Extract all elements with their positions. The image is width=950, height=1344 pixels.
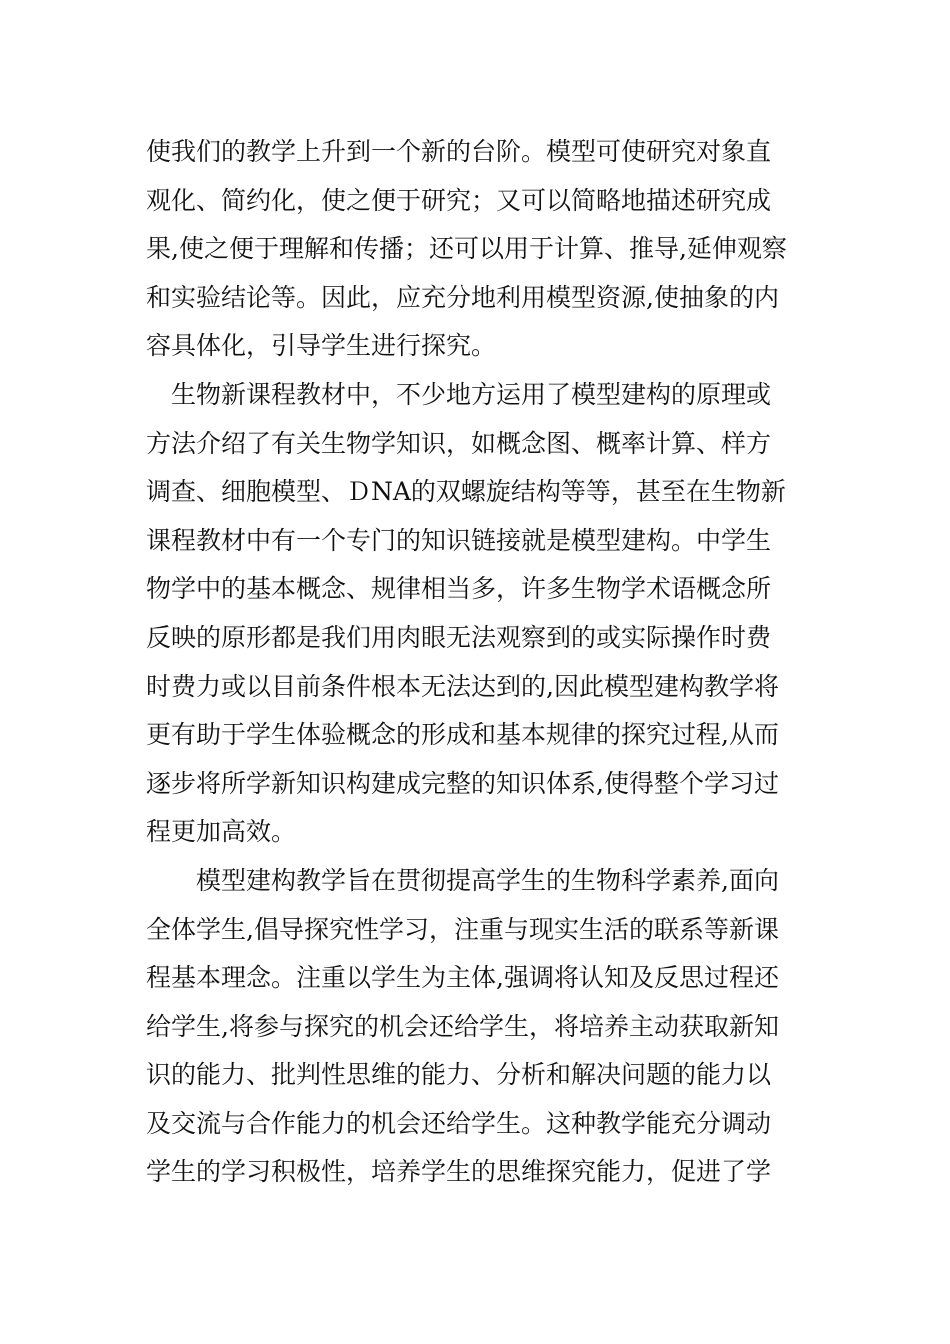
text-line: 调查、细胞模型、ＤNA的双螺旋结构等等，甚至在生物新 xyxy=(146,477,786,507)
text-line: 使我们的教学上升到一个新的台阶。模型可使研究对象直 xyxy=(146,137,772,166)
text-line: 反映的原形都是我们用肉眼无法观察到的或实际操作时费 xyxy=(146,622,772,652)
text-line: 逐步将所学新知识构建成完整的知识体系,使得整个学习过 xyxy=(146,768,779,798)
text-line: 课程教材中有一个专门的知识链接就是模型建构。中学生 xyxy=(146,525,772,555)
text-line: 给学生,将参与探究的机会还给学生，将培养主动获取新知 xyxy=(146,1011,779,1041)
text-line: 程更加高效。 xyxy=(146,817,297,847)
text-line: 生物新课程教材中，不少地方运用了模型建构的原理或 xyxy=(146,379,772,409)
text-line: 观化、简约化，使之便于研究；又可以简略地描述研究成 xyxy=(146,185,772,215)
body-text xyxy=(146,128,806,1197)
text-line: 方法介绍了有关生物学知识，如概念图、概率计算、样方 xyxy=(146,428,772,458)
text-line: 更有助于学生体验概念的形成和基本规律的探究过程,从而 xyxy=(146,720,779,750)
text-line: 时费力或以目前条件根本无法达到的,因此模型建构教学将 xyxy=(146,671,779,701)
text-line: 学生的学习积极性，培养学生的思维探究能力，促进了学 xyxy=(146,1157,772,1187)
text-line: 容具体化，引导学生进行探究。 xyxy=(146,331,497,361)
text-line: 识的能力、批判性思维的能力、分析和解决问题的能力以 xyxy=(146,1060,772,1090)
text-line: 及交流与合作能力的机会还给学生。这种教学能充分调动 xyxy=(146,1108,772,1138)
text-line: 物学中的基本概念、规律相当多，许多生物学术语概念所 xyxy=(146,574,772,604)
text-line: 程基本理念。注重以学生为主体,强调将认知及反思过程还 xyxy=(146,963,779,993)
text-line: 全体学生,倡导探究性学习，注重与现实生活的联系等新课 xyxy=(146,914,779,944)
text-line: 模型建构教学旨在贯彻提高学生的生物科学素养,面向 xyxy=(146,865,779,895)
text-line: 果,使之便于理解和传播；还可以用于计算、推导,延伸观察 xyxy=(146,234,787,264)
text-line: 和实验结论等。因此，应充分地利用模型资源,使抽象的内 xyxy=(146,282,779,312)
